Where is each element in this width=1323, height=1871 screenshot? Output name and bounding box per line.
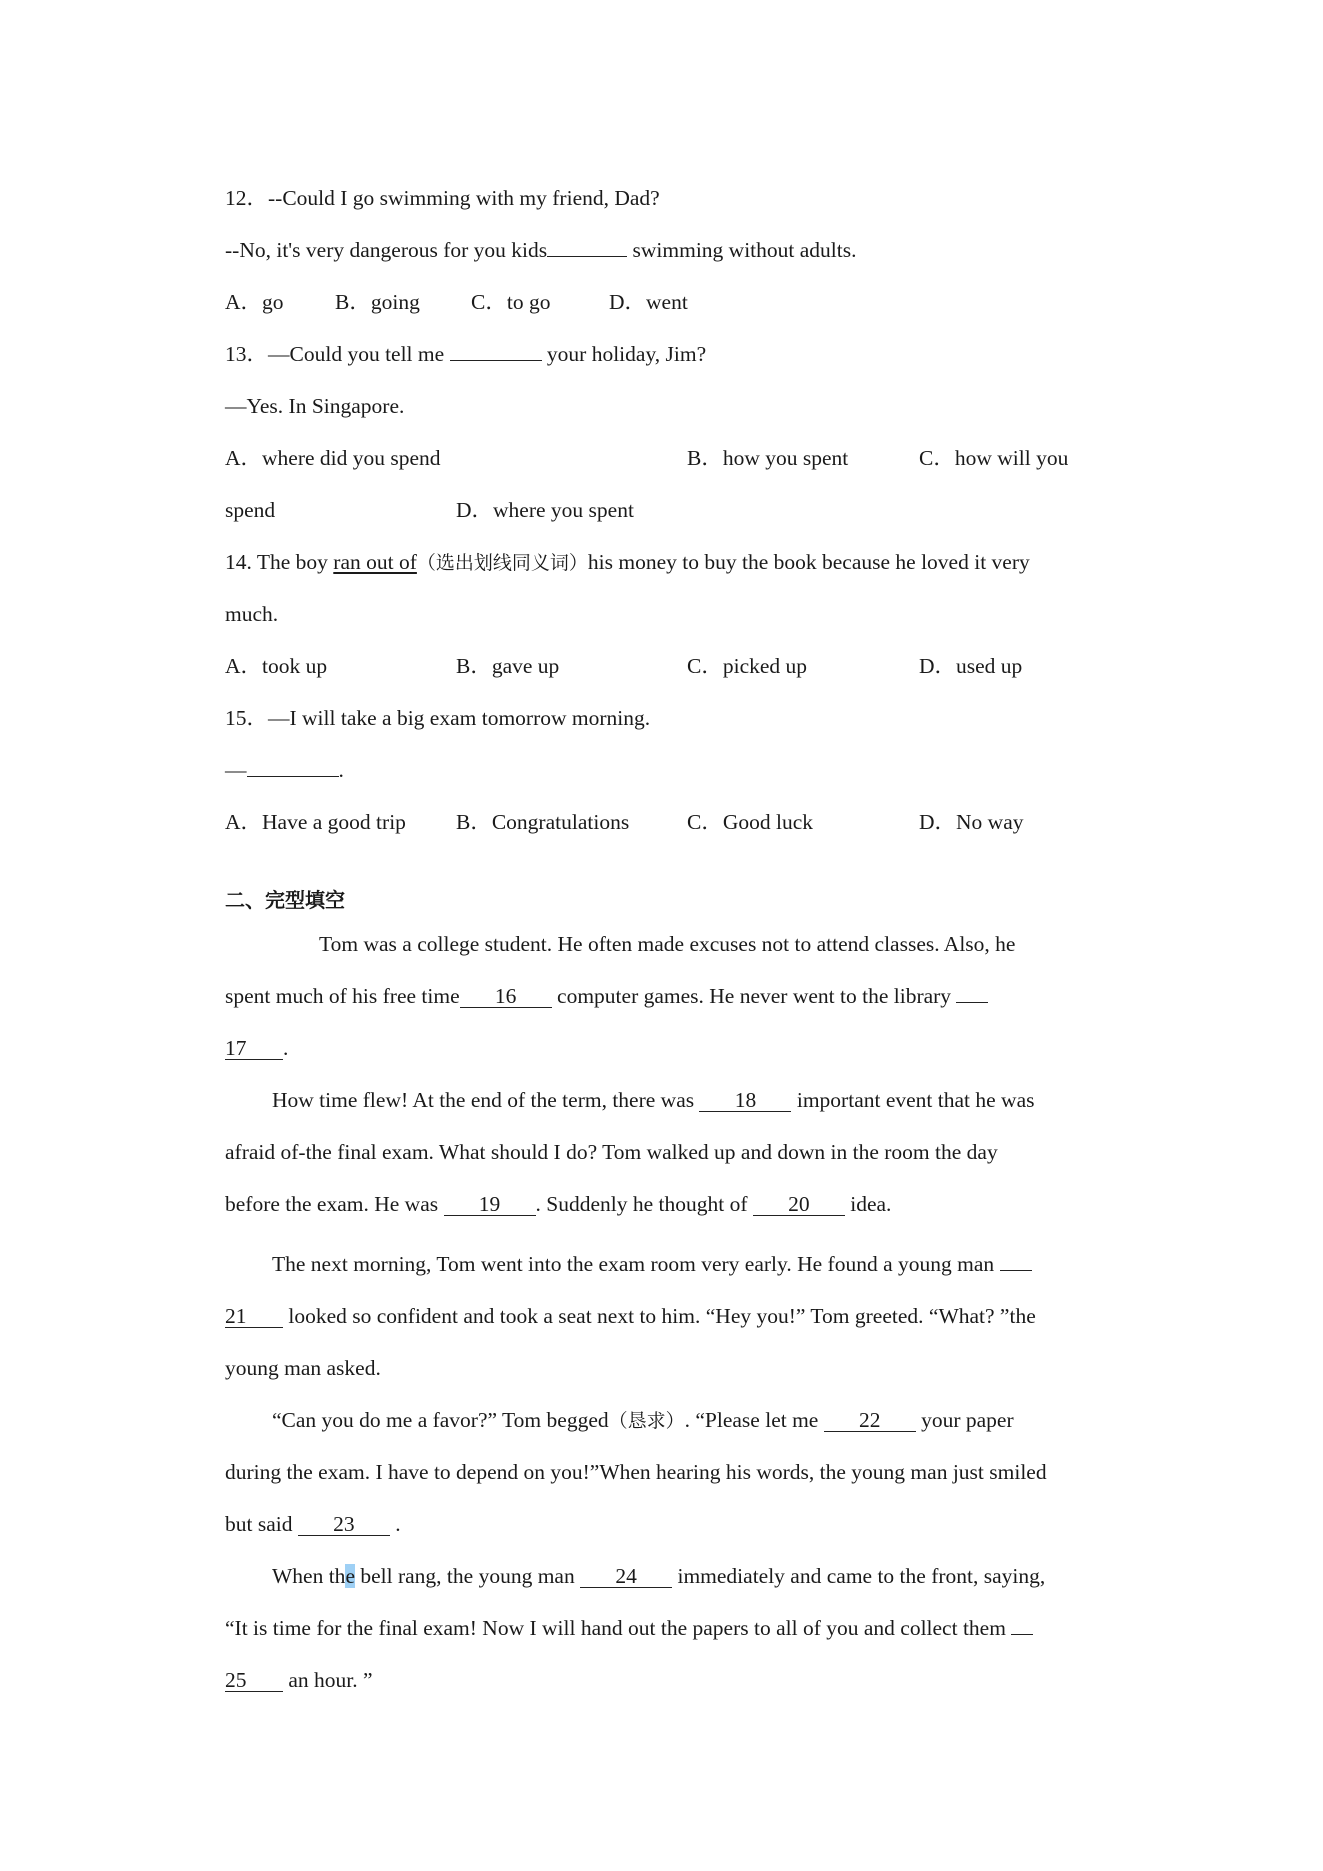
cloze-text: immediately and came to the front, saying, <box>672 1564 1046 1588</box>
cloze-p3-line2 <box>225 1290 1125 1342</box>
q14-note: （选出划线同义词） <box>416 552 588 574</box>
q15-reply-b: . <box>338 758 344 782</box>
cloze-p2-line1 <box>225 1074 1125 1126</box>
cloze-p4-line2: during the exam. I have to depend on you!”When hearing his words, the young man just smiled <box>225 1460 1047 1484</box>
q13-options-row2 <box>225 484 1125 536</box>
q12-option-a[interactable]: A．go <box>225 290 284 314</box>
cloze-blank-21[interactable]: 21 <box>225 1305 283 1328</box>
q13-option-a[interactable]: A．where did you spend <box>225 446 441 470</box>
q12-blank[interactable] <box>547 256 627 257</box>
cloze-text: spent much of his free time <box>225 984 460 1008</box>
q12-reply-text-b: swimming without adults. <box>627 238 857 262</box>
cloze-text: How time flew! At the end of the term, there was <box>272 1088 700 1112</box>
q12-option-d[interactable]: D．went <box>609 290 688 314</box>
cloze-p5-line3 <box>225 1654 1125 1706</box>
q12-option-b[interactable]: B．going <box>335 290 420 314</box>
q14-options <box>225 640 1125 692</box>
q14-stem <box>225 536 1125 588</box>
q15-reply-a: — <box>225 758 247 782</box>
q12-option-c[interactable]: C．to go <box>471 290 551 314</box>
section-title-cloze: 二、完型填空 <box>225 888 345 912</box>
cloze-p1-line3 <box>225 1022 1125 1074</box>
q14-option-c[interactable]: C．picked up <box>687 654 808 678</box>
cloze-blank-16[interactable]: 16 <box>460 985 552 1008</box>
q14-stem-cont: much. <box>225 602 279 626</box>
cloze-blank-25[interactable]: 25 <box>225 1669 283 1692</box>
q14-option-d[interactable]: D．used up <box>919 654 1023 678</box>
cloze-blank-23[interactable]: 23 <box>298 1513 390 1536</box>
q15-stem: 15．—I will take a big exam tomorrow morning. <box>225 706 651 730</box>
q12-reply-text-a: --No, it's very dangerous for you kids <box>225 238 548 262</box>
cloze-text: . <box>389 1512 401 1536</box>
cloze-text: important event that he was <box>791 1088 1035 1112</box>
cloze-text: The next morning, Tom went into the exam room very early. He found a young man <box>272 1252 1000 1276</box>
q15-option-d[interactable]: D．No way <box>919 810 1024 834</box>
cloze-blank-25-lead[interactable] <box>1011 1634 1033 1635</box>
cloze-blank-21-lead[interactable] <box>1000 1270 1032 1271</box>
q13-option-d[interactable]: D．where you spent <box>456 498 634 522</box>
q13-option-c-cont[interactable]: spend <box>225 498 276 522</box>
cloze-p5-line1 <box>225 1550 1125 1602</box>
cloze-p4-line1 <box>225 1394 1125 1446</box>
q14-option-b[interactable]: B．gave up <box>456 654 560 678</box>
cloze-blank-19[interactable]: 19 <box>444 1193 536 1216</box>
q13-reply: —Yes. In Singapore. <box>225 394 405 418</box>
cloze-blank-17-lead[interactable] <box>956 1002 988 1003</box>
q13-stem <box>225 328 1125 380</box>
cloze-text: . <box>283 1036 289 1060</box>
q13-blank[interactable] <box>450 360 542 361</box>
q13-stem-a: 13．—Could you tell me <box>225 342 450 366</box>
cloze-text: looked so confident and took a seat next to him. “Hey you!” Tom greeted. “What? ”the <box>283 1304 1036 1328</box>
cloze-text: When th <box>272 1564 346 1588</box>
q12-reply <box>225 224 1125 276</box>
cloze-text: . “Please let me <box>684 1408 824 1432</box>
q14-option-a[interactable]: A．took up <box>225 654 328 678</box>
q13-stem-b: your holiday, Jim? <box>541 342 707 366</box>
cloze-text: “It is time for the final exam! Now I will hand out the papers to all of you and collect them <box>225 1616 1012 1640</box>
cloze-p1-line2 <box>225 970 1125 1022</box>
q12-stem: 12．--Could I go swimming with my friend, Dad? <box>225 186 660 210</box>
q12-options <box>225 276 1125 328</box>
cloze-text: but said <box>225 1512 298 1536</box>
paragraph-gap <box>225 1230 1125 1238</box>
cloze-text: computer games. He never went to the library <box>551 984 957 1008</box>
cloze-text: bell rang, the young man <box>354 1564 581 1588</box>
cloze-p2-line2: afraid of-the final exam. What should I do? Tom walked up and down in the room the day <box>225 1140 998 1164</box>
cloze-p5-line2 <box>225 1602 1125 1654</box>
q15-option-b[interactable]: B．Congratulations <box>456 810 630 834</box>
q14-stem-a: 14. The boy <box>225 550 334 574</box>
cloze-text: before the exam. He was <box>225 1192 444 1216</box>
cloze-text: idea. <box>844 1192 892 1216</box>
cloze-blank-17[interactable]: 17 <box>225 1037 283 1060</box>
q15-options <box>225 796 1125 848</box>
q14-underlined-phrase: ran out of <box>333 550 417 574</box>
cloze-blank-18[interactable]: 18 <box>699 1089 791 1112</box>
cloze-p2-line3 <box>225 1178 1125 1230</box>
q13-option-b[interactable]: B．how you spent <box>687 446 849 470</box>
cloze-text: an hour. ” <box>283 1668 373 1692</box>
cloze-p4-line3 <box>225 1498 1125 1550</box>
cloze-blank-24[interactable]: 24 <box>580 1565 672 1588</box>
q13-option-c[interactable]: C．how will you <box>919 446 1069 470</box>
q15-reply <box>225 744 1125 796</box>
text-cursor-highlight[interactable]: e <box>345 1564 355 1588</box>
cloze-text: “Can you do me a favor?” Tom begged <box>272 1408 609 1432</box>
cloze-note: （恳求） <box>608 1410 685 1432</box>
cloze-p3-line3: young man asked. <box>225 1356 381 1380</box>
cloze-text: . Suddenly he thought of <box>535 1192 753 1216</box>
q13-options-row1 <box>225 432 1125 484</box>
cloze-blank-20[interactable]: 20 <box>753 1193 845 1216</box>
q14-stem-b: his money to buy the book because he loved it very <box>587 550 1030 574</box>
document-body <box>225 172 1125 1706</box>
q15-option-a[interactable]: A．Have a good trip <box>225 810 406 834</box>
cloze-text: your paper <box>915 1408 1014 1432</box>
cloze-p3-line1 <box>225 1238 1125 1290</box>
q15-blank[interactable] <box>247 776 339 777</box>
cloze-p1-line1: Tom was a college student. He often made excuses not to attend classes. Also, he <box>319 932 1016 956</box>
cloze-blank-22[interactable]: 22 <box>824 1409 916 1432</box>
q15-option-c[interactable]: C．Good luck <box>687 810 814 834</box>
